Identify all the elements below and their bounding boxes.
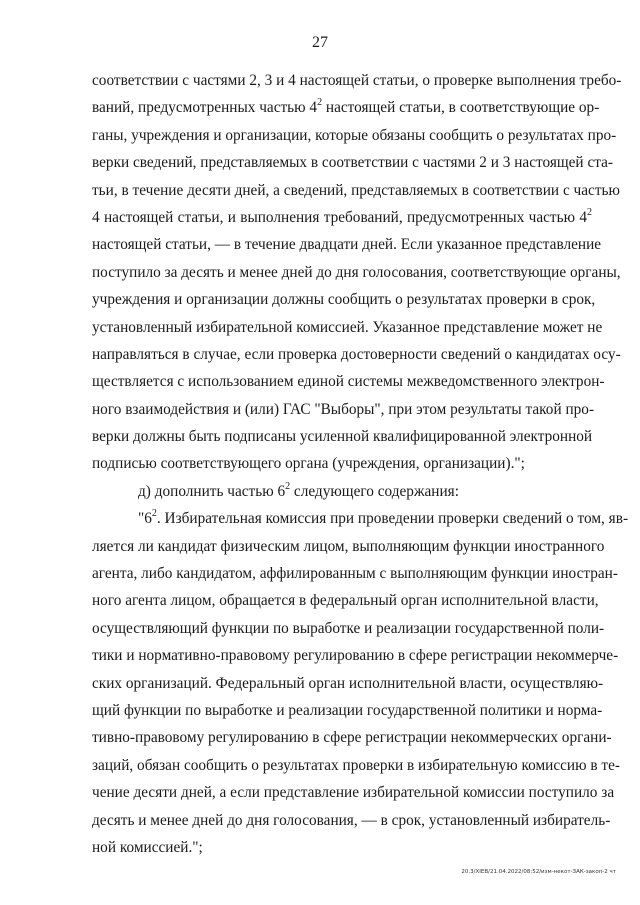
page-number: 27 <box>312 34 328 51</box>
text-line: ного взаимодействия и (или) ГАС "Выборы", при этом результаты такой про- <box>92 400 595 418</box>
text-line: осуществляющий функции по выработке и реализации государственной поли- <box>92 619 605 637</box>
text-line: ной комиссией."; <box>92 838 203 856</box>
superscript: 2 <box>151 508 157 520</box>
text-line: 4 настоящей статьи, и выполнения требований, предусмотренных частью $4^2$ <box>92 206 592 226</box>
text-line: тивно-правовому регулированию в сфере регистрации некоммерческих органи- <box>92 729 612 747</box>
text-line: соответствии с частями 2, 3 и 4 настоящей статьи, о проверке выполнения требо- <box>92 72 622 89</box>
text-line: верки сведений, представляемых в соответствии с частями 2 и 3 настоящей ста- <box>92 154 613 172</box>
text-line: установленный избирательной комиссией. Указанное представление может не <box>92 318 603 336</box>
text-line: поступило за десять и менее дней до дня голосования, соответствующие органы, <box>92 263 621 281</box>
text-line: щий функции по выработке и реализации государственной политики и норма- <box>92 701 603 719</box>
text-line: д) дополнить частью $6^2$ следующего содержания: <box>138 480 459 500</box>
text-line: десять и менее дней до дня голосования, — в срок, установленный избиратель- <box>92 811 611 829</box>
superscript: 2 <box>317 97 323 109</box>
text-line: ществляется с использованием единой системы межведомственного электрон- <box>92 373 605 391</box>
text-line: ляется ли кандидат физическим лицом, выполняющим функции иностранного <box>92 537 605 555</box>
footer-stamp: 20.3/ХIЕВ/21.04.2022/08:52/изм-некот-ЗАК-закоп-2 чт <box>461 869 616 875</box>
text-line: учреждения и организации должны сообщить о результатах проверки в срок, <box>92 291 596 309</box>
text-line: настоящей статьи, — в течение двадцати дней. Если указанное представление <box>92 236 602 254</box>
text-line: "$6^2$. Избирательная комиссия при проведении проверки сведений о том, яв- <box>138 508 629 528</box>
text-line: ного агента лицом, обращается в федеральный орган исполнительной власти, <box>92 592 599 610</box>
superscript: 2 <box>587 206 592 218</box>
text-line: ганы, учреждения и организации, которые обязаны сообщить о результатах про- <box>92 126 617 144</box>
text-line: ваний, предусмотренных частью $4^2$ настоящей статьи, в соответствующие ор- <box>92 97 600 117</box>
text-line: заций, обязан сообщить о результатах проверки в избирательную комиссию в те- <box>92 756 620 774</box>
text-line: подписью соответствующего органа (учреждения, организации)."; <box>92 455 525 473</box>
document-body <box>92 67 629 861</box>
text-line: верки должны быть подписаны усиленной квалифицированной электронной <box>92 428 593 446</box>
text-line: агента, либо кандидатом, аффилированным с выполняющим функции иностран- <box>92 565 618 583</box>
text-line: ских организаций. Федеральный орган исполнительной власти, осуществляю- <box>92 674 604 692</box>
text-line: чение десяти дней, а если представление избирательной комиссии поступило за <box>92 784 615 802</box>
text-line: тьи, в течение десяти дней, а сведений, представляемых в соответствии с частью <box>92 181 620 199</box>
text-line: направляться в случае, если проверка достоверности сведений о кандидатах осу- <box>92 345 621 363</box>
superscript: 2 <box>285 480 291 492</box>
text-line: тики и нормативно-правовому регулированию в сфере регистрации некоммерче- <box>92 647 619 665</box>
